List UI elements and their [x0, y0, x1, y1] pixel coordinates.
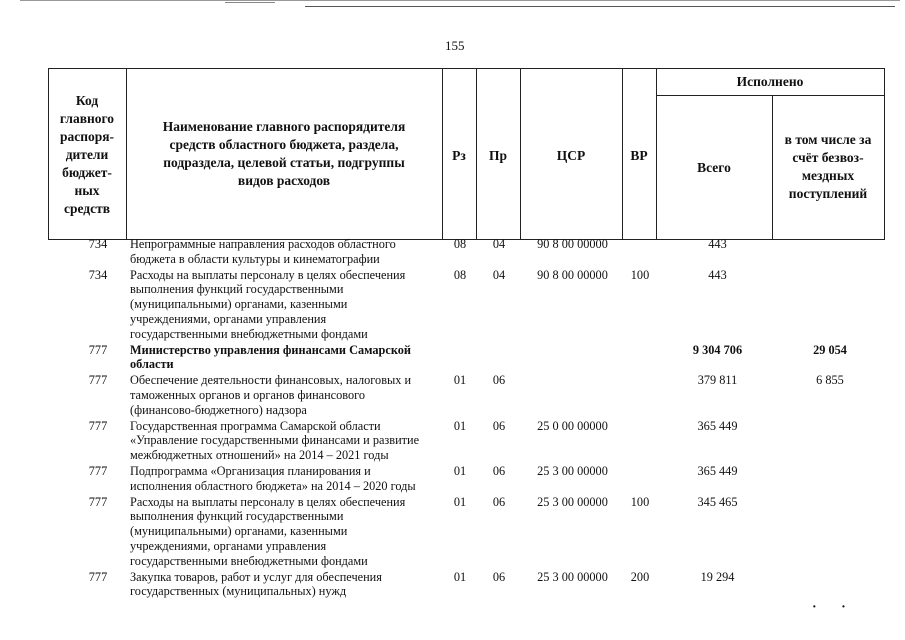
- cell-code: 777: [88, 494, 108, 509]
- cell-code: 777: [88, 373, 108, 388]
- cell-rz: 01: [453, 494, 467, 509]
- header-executed: Исполнено: [736, 74, 804, 89]
- cell-rz: 01: [453, 418, 467, 433]
- cell-name-line: учреждениями, органами управления: [130, 311, 327, 326]
- cell-name-line: государственных (муниципальных) нужд: [130, 584, 347, 599]
- header-top-border: [48, 68, 885, 69]
- cell-name-line: области: [130, 357, 174, 372]
- header-total: Всего: [697, 160, 731, 175]
- cell-csr: 90 8 00 00000: [537, 267, 608, 282]
- cell-total: 365 449: [697, 463, 738, 478]
- cell-name-line: (финансово-бюджетного) надзора: [130, 402, 307, 417]
- cell-name: [130, 419, 440, 463]
- table-row: [0, 373, 905, 418]
- cell-name: [130, 373, 440, 417]
- table-body: [0, 237, 905, 600]
- cell-name: [130, 343, 440, 373]
- cell-total: 443: [708, 237, 727, 251]
- cell-csr: 25 3 00 00000: [537, 463, 608, 478]
- cell-gratuitous: 29 054: [813, 342, 847, 357]
- cell-name-line: выполнения функций государственными: [130, 282, 344, 297]
- cell-name-line: (муниципальными) органами, казенными: [130, 524, 348, 539]
- col-border: [884, 68, 885, 240]
- cell-code: 777: [88, 418, 108, 433]
- cell-code: 777: [88, 463, 108, 478]
- cell-name: [130, 570, 440, 600]
- cell-code: 777: [88, 342, 108, 357]
- cell-pr: 04: [492, 237, 506, 251]
- cell-rz: 08: [453, 237, 467, 251]
- cell-name-line: бюджета в области культуры и кинематографии: [130, 251, 380, 266]
- cell-name-line: Министерство управления финансами Самарской: [130, 342, 412, 357]
- cell-name-line: Подпрограмма «Организация планирования и: [130, 463, 371, 478]
- header-vr: ВР: [630, 148, 648, 163]
- scan-specks: · ·: [812, 600, 846, 615]
- cell-name-line: учреждениями, органами управления: [130, 538, 327, 553]
- cell-csr: 90 8 00 00000: [537, 237, 608, 251]
- cell-name-line: «Управление государственными финансами и развитие: [130, 433, 420, 448]
- cell-name: [130, 237, 440, 267]
- cell-name-line: (муниципальными) органами, казенными: [130, 297, 348, 312]
- header-code: Код главного распоря- дители бюджет- ных средств: [59, 93, 115, 216]
- cell-name-line: выполнения функций государственными: [130, 509, 344, 524]
- table-row: [0, 237, 905, 268]
- cell-rz: 01: [453, 463, 467, 478]
- cell-name-line: государственными внебюджетными фондами: [130, 553, 368, 568]
- cell-rz: 08: [453, 267, 467, 282]
- cell-pr: 06: [492, 569, 506, 584]
- cell-rz: 01: [453, 373, 467, 388]
- cell-name-line: Обеспечение деятельности финансовых, налоговых и: [130, 373, 412, 388]
- cell-csr: 25 3 00 00000: [537, 494, 608, 509]
- cell-name-line: Государственная программа Самарской области: [130, 418, 381, 433]
- cell-name: [130, 495, 440, 569]
- cell-name-line: Расходы на выплаты персоналу в целях обеспечения: [130, 267, 406, 282]
- cell-gratuitous: 6 855: [816, 373, 844, 388]
- page-number: 155: [445, 38, 465, 53]
- cell-total: 345 465: [697, 494, 738, 509]
- top-rule: [20, 0, 900, 1]
- cell-total: 443: [708, 267, 727, 282]
- cell-pr: 06: [492, 494, 506, 509]
- cell-total: 9 304 706: [692, 342, 743, 357]
- cell-name-line: исполнения областного бюджета» на 2014 – 2020 годы: [130, 478, 416, 493]
- cell-name-line: таможенных органов и органов финансового: [130, 387, 366, 402]
- cell-pr: 04: [492, 267, 506, 282]
- cell-pr: 06: [492, 373, 506, 388]
- table-row: [0, 570, 905, 601]
- cell-csr: 25 3 00 00000: [537, 569, 608, 584]
- cell-name: [130, 464, 440, 494]
- cell-name: [130, 268, 440, 342]
- cell-name-line: государственными внебюджетными фондами: [130, 326, 368, 341]
- executed-divider: [656, 95, 885, 96]
- table-row: [0, 495, 905, 570]
- cell-code: 734: [88, 267, 108, 282]
- cell-pr: 06: [492, 418, 506, 433]
- table-row: [0, 343, 905, 374]
- cell-total: 365 449: [697, 418, 738, 433]
- cell-vr: 100: [630, 494, 650, 509]
- cell-name-line: межбюджетных отношений» на 2014 – 2021 годы: [130, 448, 389, 463]
- cell-code: 734: [88, 237, 108, 251]
- cell-total: 19 294: [700, 569, 735, 584]
- cell-vr: 200: [630, 569, 650, 584]
- header-name: Наименование главного распорядителя средств областного бюджета, раздела, подраздела, целевой статьи, подгруппы видов расходов: [162, 119, 406, 188]
- header-rz: Рз: [452, 148, 466, 163]
- cell-name-line: Непрограммные направления расходов областного: [130, 237, 396, 251]
- scan-mark: [225, 2, 275, 3]
- header-pr: Пр: [488, 148, 507, 163]
- header-csr: ЦСР: [556, 148, 586, 163]
- cell-name-line: Закупка товаров, работ и услуг для обеспечения: [130, 569, 382, 584]
- cell-rz: 01: [453, 569, 467, 584]
- cell-csr: 25 0 00 00000: [537, 418, 608, 433]
- cell-vr: 100: [630, 267, 650, 282]
- table-row: [0, 419, 905, 464]
- col-border: [656, 68, 657, 240]
- header-gratuitous: в том числе за счёт безвоз- мездных поступлений: [784, 132, 872, 201]
- cell-pr: 06: [492, 463, 506, 478]
- table-row: [0, 464, 905, 495]
- cell-total: 379 811: [697, 373, 738, 388]
- table-row: [0, 268, 905, 343]
- top-rule-secondary: [305, 6, 895, 7]
- cell-code: 777: [88, 569, 108, 584]
- cell-name-line: Расходы на выплаты персоналу в целях обеспечения: [130, 494, 406, 509]
